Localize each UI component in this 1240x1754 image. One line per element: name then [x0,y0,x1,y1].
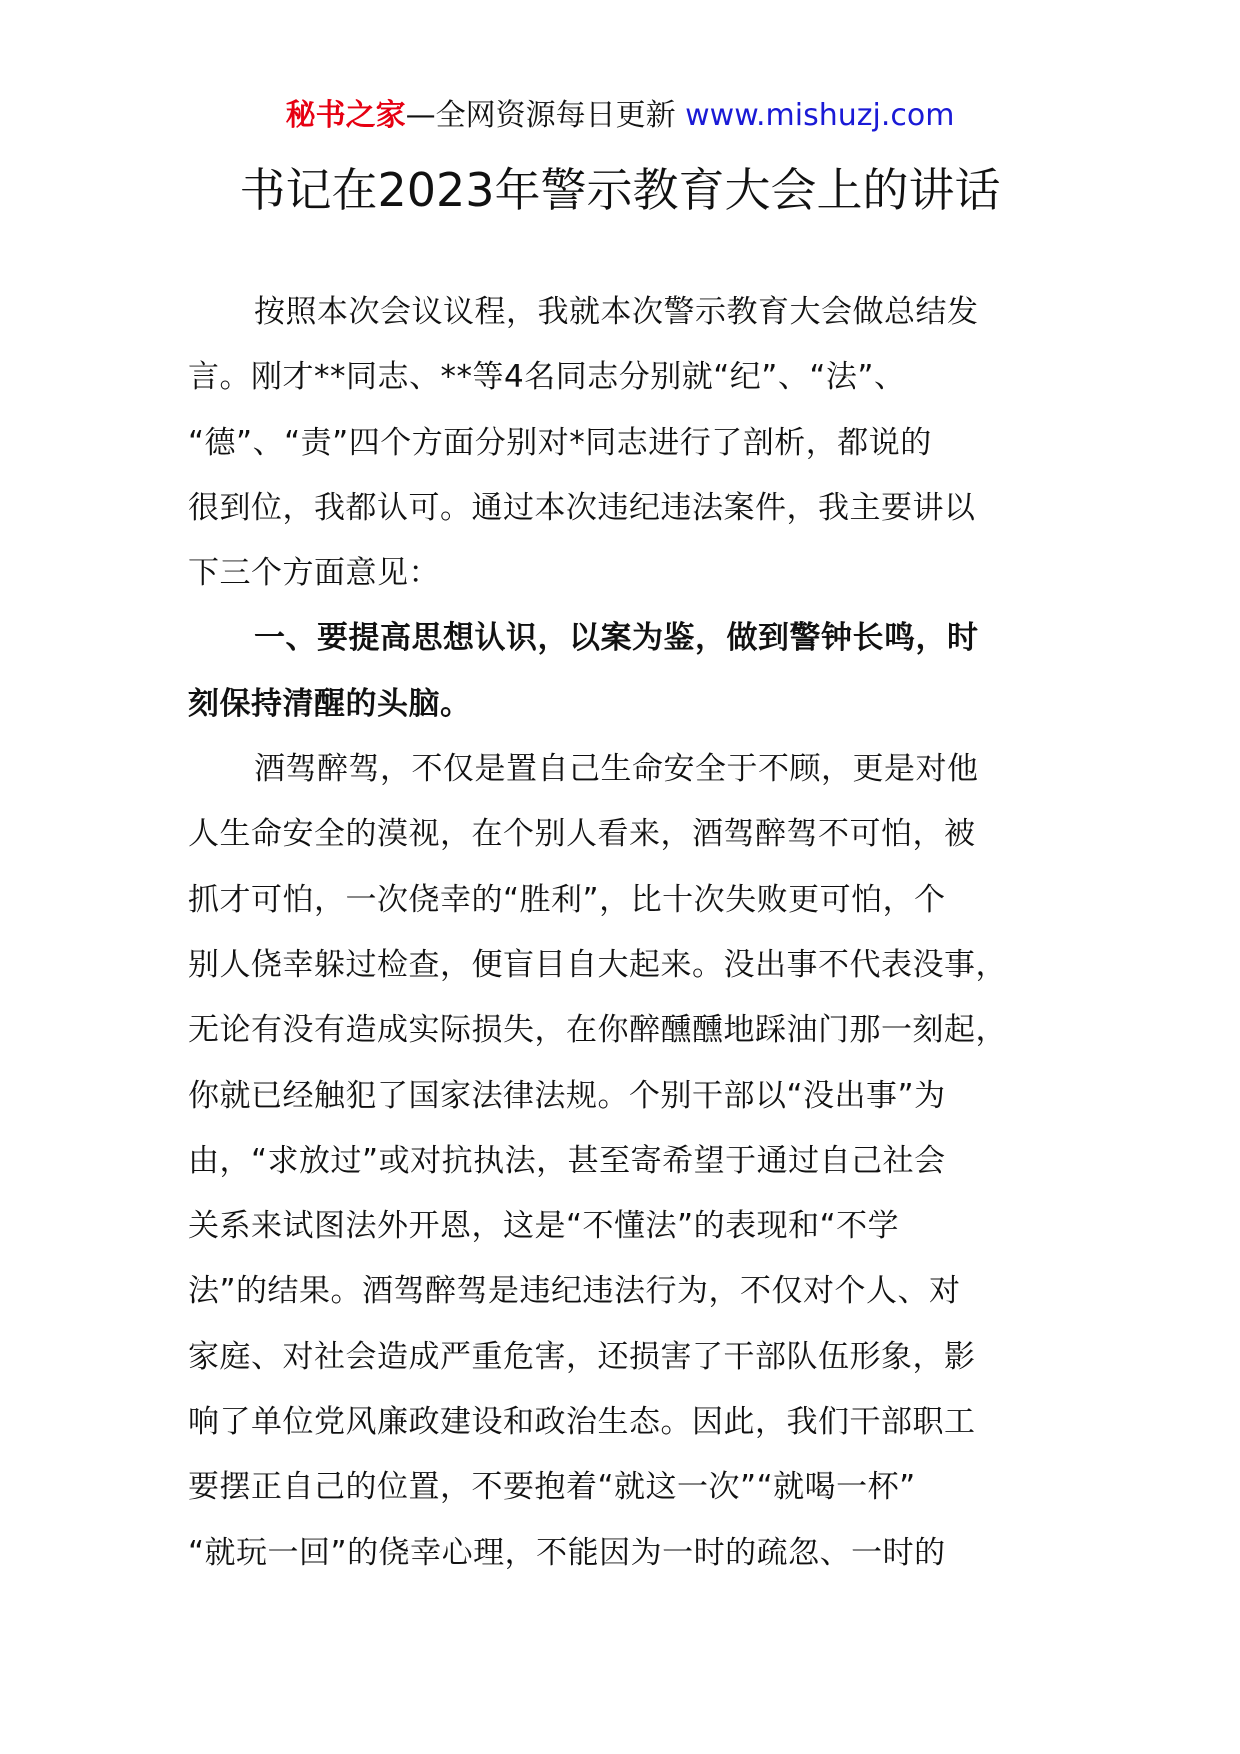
site-url-link[interactable]: www.mishuzj.com [685,98,955,133]
body-line: 下三个方面意见： [188,555,440,592]
body-line: 言。刚才**同志、**等4名同志分别就“纪”、“法”、 [188,359,906,396]
section-heading: 一、要提高思想认识，以案为鉴，做到警钟长鸣，时 [254,620,979,657]
document-title: 书记在2023年警示教育大会上的讲话 [239,163,1001,217]
body-line: 要摆正自己的位置，不要抱着“就这一次”“就喝一杯” [188,1469,916,1506]
body-line: 别人侥幸躲过检查，便盲目自大起来。没出事不代表没事， [188,946,1007,983]
body-line: 抓才可怕，一次侥幸的“胜利”，比十次失败更可怕，个 [188,881,946,918]
body-line: 家庭、对社会造成严重危害，还损害了干部队伍形象，影 [188,1338,976,1375]
site-header [0,96,1240,136]
body-line: 法”的结果。酒驾醉驾是违纪违法行为，不仅对个人、对 [188,1273,961,1310]
body-line: 按照本次会议议程，我就本次警示教育大会做总结发 [254,294,979,330]
body-line: “德”、“责”四个方面分别对*同志进行了剖析，都说的 [188,424,932,461]
site-tagline: —全网资源每日更新 [405,98,676,133]
body-line: 很到位，我都认可。通过本次违纪违法案件，我主要讲以 [188,489,976,526]
document-body [188,292,1048,1598]
body-line: 无论有没有造成实际损失，在你醉醺醺地踩油门那一刻起， [188,1012,1007,1049]
site-brand: 秘书之家 [285,98,406,133]
body-line: 你就已经触犯了国家法律法规。个别干部以“没出事”为 [188,1077,946,1114]
body-line: 由，“求放过”或对抗执法，甚至寄希望于通过自己社会 [188,1142,946,1179]
body-line: 关系来试图法外开恩，这是“不懂法”的表现和“不学 [188,1208,900,1245]
body-line: “就玩一回”的侥幸心理，不能因为一时的疏忽、一时的 [188,1534,946,1571]
body-line: 响了单位党风廉政建设和政治生态。因此，我们干部职工 [188,1404,976,1441]
section-heading: 刻保持清醒的头脑。 [188,685,472,722]
body-line: 酒驾醉驾，不仅是置自己生命安全于不顾，更是对他 [254,751,979,788]
body-line: 人生命安全的漠视，在个别人看来，酒驾醉驾不可怕，被 [188,816,976,853]
